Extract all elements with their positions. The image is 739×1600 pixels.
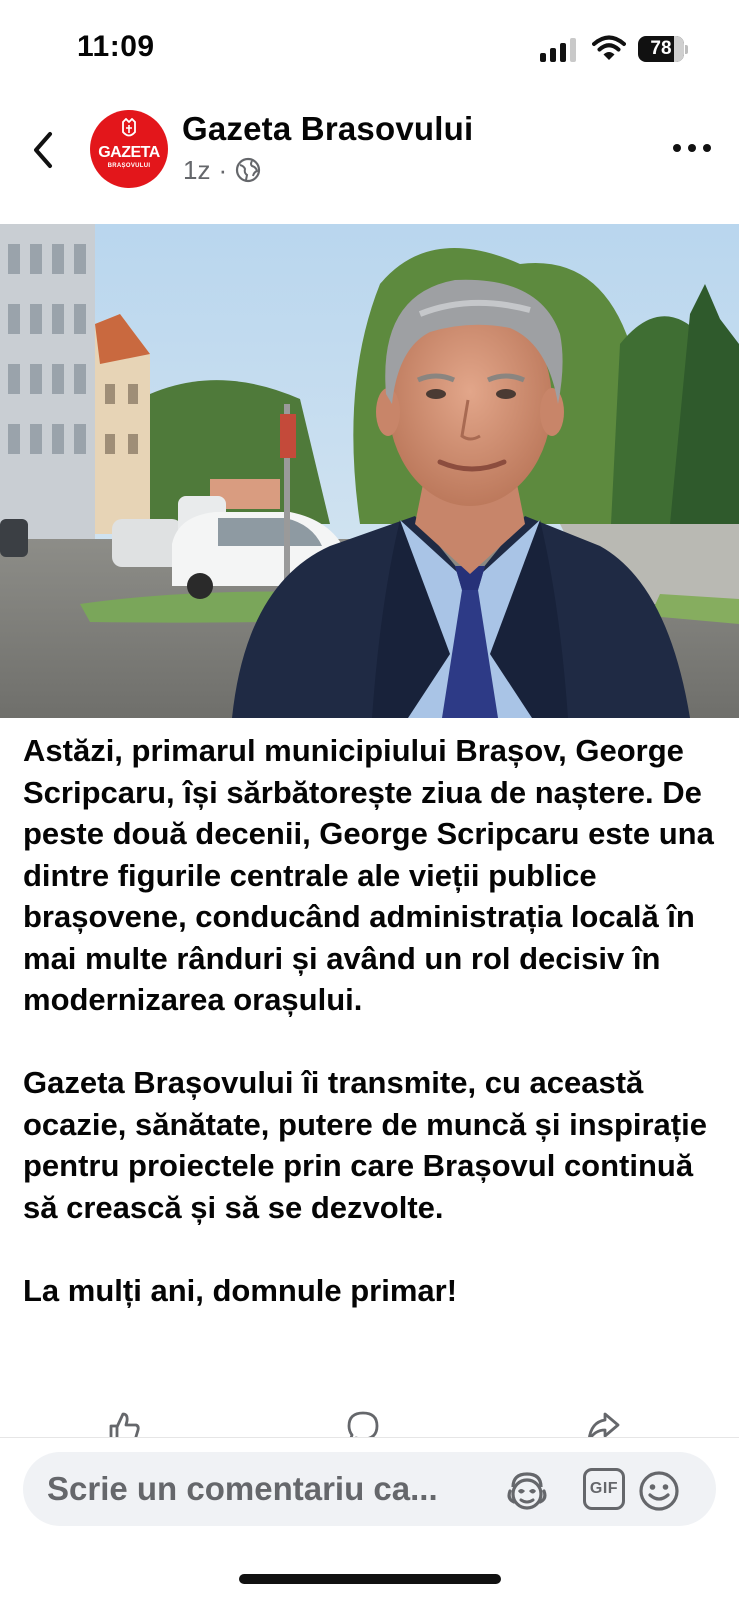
- back-chevron-icon[interactable]: [28, 128, 58, 172]
- avatar-sticker-icon[interactable]: [505, 1469, 549, 1513]
- wifi-icon: [592, 34, 626, 62]
- crest-icon: [120, 118, 138, 140]
- post-meta: [183, 154, 261, 186]
- post-paragraph-2: Gazeta Brașovului îi transmite, cu această ocazie, sănătate, putere de muncă și inspirație pentru proiectele prin care Brașovul continuă să crească și să se dezvolte.: [23, 1065, 707, 1225]
- page-name[interactable]: Gazeta Brasovului: [182, 110, 474, 147]
- emoji-icon[interactable]: [637, 1469, 681, 1513]
- comment-placeholder: Scrie un comentariu ca...: [47, 1470, 438, 1507]
- gif-icon[interactable]: GIF: [583, 1468, 625, 1510]
- post-time[interactable]: 1z: [183, 154, 211, 185]
- globe-icon: [235, 157, 261, 183]
- status-time: 11:09: [77, 30, 155, 63]
- post-actions: [0, 1400, 739, 1440]
- post-paragraph-3: La mulți ani, domnule primar!: [23, 1272, 458, 1308]
- cellular-signal-icon: [540, 38, 578, 62]
- more-options-icon[interactable]: [672, 142, 712, 154]
- like-icon[interactable]: [107, 1410, 141, 1440]
- status-bar: [0, 0, 739, 90]
- page-avatar[interactable]: [90, 110, 168, 188]
- comment-input[interactable]: [23, 1452, 716, 1526]
- meta-separator: ·: [218, 154, 228, 185]
- share-icon[interactable]: [586, 1410, 620, 1440]
- avatar-text-sub: BRAȘOVULUI: [107, 163, 151, 169]
- post-header: [0, 96, 739, 208]
- avatar-text-main: GAZETA: [98, 144, 160, 161]
- battery-percent: 78: [650, 38, 672, 59]
- home-indicator[interactable]: [239, 1574, 501, 1584]
- post-photo[interactable]: [0, 224, 739, 718]
- battery-icon: [638, 36, 688, 62]
- post-paragraph-1: Astăzi, primarul municipiului Brașov, George Scripcaru, își sărbătorește ziua de naștere. De peste două decenii, George Scripcaru este una dintre figurile centrale ale vieții publice brașovene, conducând administrația locală în mai multe rânduri și având un rol decisiv în modernizarea orașului.: [23, 733, 714, 1017]
- post-text: [23, 730, 723, 1311]
- comment-icon[interactable]: [346, 1410, 380, 1440]
